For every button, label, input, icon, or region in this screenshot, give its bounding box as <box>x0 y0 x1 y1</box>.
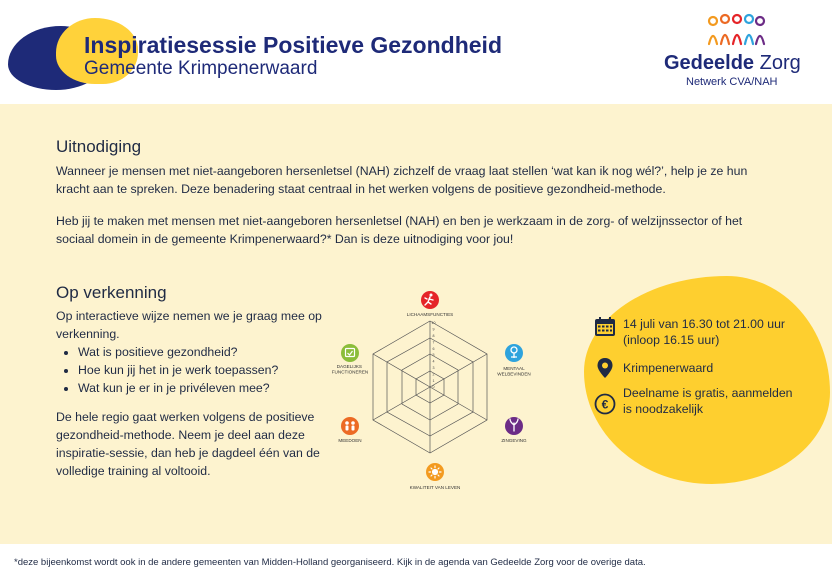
label-dagelijks <box>332 364 369 375</box>
cost-text: Deelname is gratis, aanmelden is noodzakelijk <box>623 386 793 416</box>
logo-name <box>664 52 801 75</box>
cost-info <box>594 385 801 417</box>
scale-tick-label: 10 <box>431 321 436 326</box>
scale-tick-label: 2 <box>432 372 435 377</box>
label-dagelijks-line-2: FUNCTIONEREN <box>331 369 369 375</box>
lichaamsfuncties-badge <box>421 291 439 309</box>
footer-note: *deze bijeenkomst wordt ook in de andere gemeenten van Midden-Holland georganiseerd. Kijk in de agenda van Gedeelde Zorg voor de overige data. <box>14 557 646 568</box>
invitation-heading: Uitnodiging <box>56 137 142 156</box>
svg-text:€: € <box>601 397 609 412</box>
label-kwaliteit: KWALITEIT VAN LEVEN <box>409 485 461 490</box>
calendar-icon <box>594 316 616 338</box>
map-pin-icon <box>594 357 616 379</box>
gedeelde-zorg-logo <box>660 14 820 92</box>
location-info <box>594 357 793 379</box>
label-mentaal <box>497 366 530 377</box>
label-lichaamsfuncties: LICHAAMSFUNCTIES <box>406 312 454 317</box>
web-scale <box>432 321 436 389</box>
header <box>0 0 832 104</box>
logo-name-light: Zorg <box>754 52 801 74</box>
location-text: Krimpenerwaard <box>623 361 714 375</box>
page-title: Inspiratiesessie Positieve Gezondheid <box>84 32 502 58</box>
label-mentaal-line-1: MENTAAL <box>503 366 525 371</box>
invitation-paragraph-1: Wanneer je mensen met niet-aangeboren hersenletsel (NAH) zichzelf de vraag laat stellen ‘wat kan ik nog wél?’, help je ze hun kracht aan te spreken. Deze benadering staat centraal in het werken volgens de positieve gezondheid-methode. <box>56 164 748 196</box>
exploration-paragraph: De hele regio gaat werken volgens de positieve gezondheid-methode. Neem je deel aan deze inspiratie-sessie, dan heb je dagdeel één van de volledige training al voltooid. <box>56 410 320 478</box>
page-subtitle: Gemeente Krimpenerwaard <box>84 58 318 79</box>
exploration-bullets <box>56 343 338 397</box>
scale-tick-label: 6 <box>432 346 435 351</box>
scale-tick-label: 9 <box>432 327 435 332</box>
logo-name-bold: Gedeelde <box>664 52 755 74</box>
invitation-paragraph-2: Heb jij te maken met mensen met niet-aangeboren hersenletsel (NAH) en ben je werkzaam in de zorg- of welzijnssector of het sociaal domein in de gemeente Krimpenerwaard?* Dan is deze uitnodiging voor jou! <box>56 214 743 246</box>
sun-icon <box>429 466 441 478</box>
exploration-heading: Op verkenning <box>56 283 167 302</box>
bullet-item: • Wat is positieve gezondheid? <box>78 343 338 361</box>
bullet-item: • Hoe kun jij het in je werk toepassen? <box>78 361 338 379</box>
scale-tick-label: 5 <box>432 353 435 358</box>
dagelijks-functioneren-badge <box>341 344 359 362</box>
scale-tick-label: 3 <box>432 366 435 370</box>
people-figures-icon <box>706 14 766 50</box>
scale-tick-label: 8 <box>432 334 435 338</box>
meedoen-badge <box>341 417 359 435</box>
label-zingeving: ZINGEVING <box>501 438 527 443</box>
scale-tick-label: 4 <box>432 359 435 364</box>
positive-health-spider-web <box>331 286 531 496</box>
euro-icon <box>594 393 616 415</box>
scale-tick-label: 7 <box>432 340 435 345</box>
label-dagelijks-line-1: DAGELIJKS <box>336 364 362 369</box>
scale-tick-label: 0 <box>432 385 435 390</box>
label-mentaal-line-2: WELBEVINDEN <box>497 371 531 377</box>
label-meedoen: MEEDOEN <box>338 438 362 443</box>
scale-tick-label: 1 <box>432 378 435 383</box>
date-text: 14 juli van 16.30 tot 21.00 uur (inloop 16.15 uur) <box>623 317 786 347</box>
exploration-intro: Op interactieve wijze nemen we je graag mee op verkenning. <box>56 309 322 341</box>
bullet-item: • Wat kun je er in je privéleven mee? <box>78 379 338 397</box>
logo-tagline: Netwerk CVA/NAH <box>686 76 778 88</box>
date-info <box>594 316 805 348</box>
